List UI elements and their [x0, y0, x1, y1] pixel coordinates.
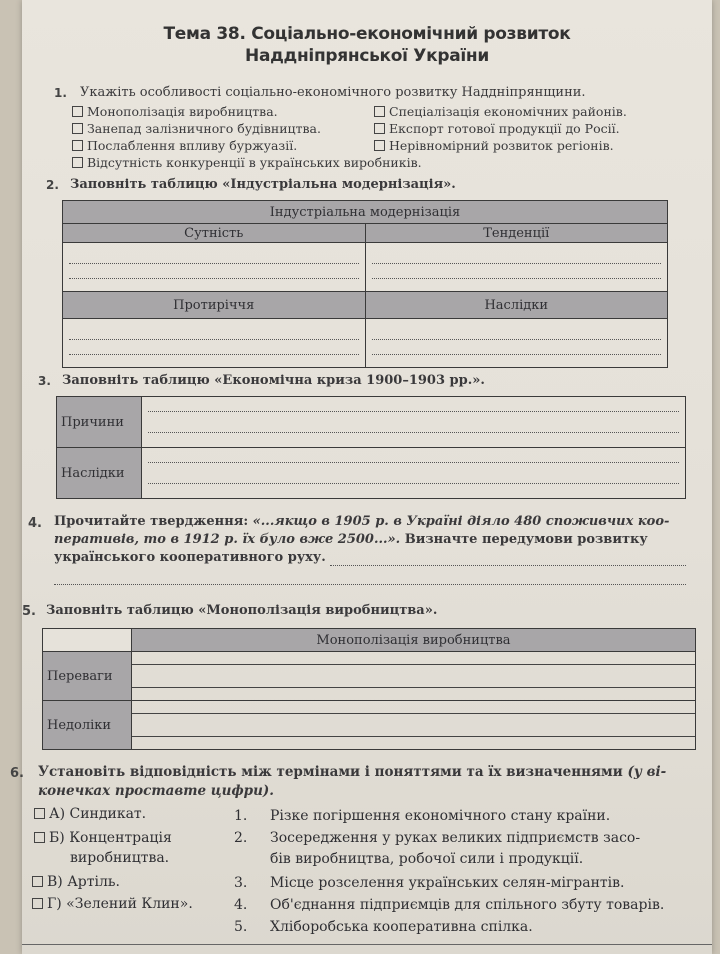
- task4-line: українського кооперативного руху.: [54, 550, 326, 565]
- checkbox-icon[interactable]: [34, 832, 45, 843]
- column-header: Протиріччя: [63, 292, 366, 319]
- definition-number: 3.: [234, 875, 248, 891]
- checkbox-icon[interactable]: [72, 123, 83, 134]
- term-item[interactable]: А) Синдикат.: [34, 806, 146, 822]
- task4-line: Прочитайте твердження: «...якщо в 1905 р. в Україні діяло 480 споживчих коо-: [54, 514, 670, 529]
- row-header: Недоліки: [43, 701, 132, 750]
- checkbox-icon[interactable]: [374, 123, 385, 134]
- task1-option[interactable]: Занепад залізничного будівництва.: [72, 121, 321, 136]
- task1-option[interactable]: Експорт готової продукції до Росії.: [374, 121, 620, 136]
- industrial-modernization-table: [62, 200, 668, 368]
- answer-cell[interactable]: [132, 701, 696, 750]
- page-title: Тема 38. Соціально-економічний розвиток: [163, 24, 571, 44]
- task6-line: конечках проставте цифри).: [38, 783, 274, 799]
- definition-number: 4.: [234, 897, 248, 913]
- definition-text: Зосередження у руках великих підприємств засо-: [270, 830, 641, 846]
- task1-option[interactable]: Відсутність конкуренції в українських виробників.: [72, 155, 422, 170]
- answer-cell[interactable]: [63, 243, 366, 292]
- answer-cell[interactable]: [142, 448, 686, 499]
- definition-number: 1.: [234, 808, 248, 824]
- checkbox-icon[interactable]: [374, 140, 385, 151]
- column-header: Наслідки: [365, 292, 668, 319]
- row-header: Переваги: [43, 652, 132, 701]
- checkbox-icon[interactable]: [374, 106, 385, 117]
- task6-line: Установіть відповідність між термінами і поняттями та їх визначеннями (у ві-: [38, 764, 667, 780]
- bottom-rule: [22, 944, 712, 945]
- task1-option[interactable]: Монополізація виробництва.: [72, 104, 278, 119]
- definition-text: Різке погіршення економічного стану країни.: [270, 808, 611, 824]
- checkbox-icon[interactable]: [72, 140, 83, 151]
- task4-line: перативів, то в 1912 р. їх було вже 2500...». Визначте передумови розвитку: [54, 532, 648, 547]
- definition-number: 2.: [234, 830, 248, 846]
- economic-crisis-table: [56, 396, 686, 499]
- answer-cell[interactable]: [132, 652, 696, 701]
- task6-number: 6.: [10, 766, 24, 781]
- checkbox-icon[interactable]: [72, 106, 83, 117]
- definition-text: Хліборобська кооперативна спілка.: [270, 919, 533, 935]
- term-item[interactable]: Б) Концентрація: [34, 830, 172, 846]
- workbook-page: [10, 0, 712, 954]
- checkbox-icon[interactable]: [34, 808, 45, 819]
- monopolization-table: [42, 628, 696, 750]
- answer-line[interactable]: [54, 584, 686, 585]
- checkbox-icon[interactable]: [32, 898, 43, 909]
- column-header: Сутність: [63, 224, 366, 243]
- row-header: Наслідки: [57, 448, 142, 499]
- definition-text: Об'єднання підприємців для спільного збуту товарів.: [270, 897, 665, 913]
- checkbox-icon[interactable]: [32, 876, 43, 887]
- task1-number: 1.: [54, 86, 67, 100]
- task1-option[interactable]: Нерівномірний розвиток регіонів.: [374, 138, 614, 153]
- task5-number: 5.: [22, 604, 36, 619]
- row-header: Причини: [57, 397, 142, 448]
- checkbox-icon[interactable]: [72, 157, 83, 168]
- answer-cell[interactable]: [365, 319, 668, 368]
- column-header: Тенденції: [365, 224, 668, 243]
- term-item[interactable]: В) Артіль.: [32, 874, 120, 890]
- task3-question: Заповніть таблицю «Економічна криза 1900–1903 рр.».: [62, 373, 485, 388]
- task4-number: 4.: [28, 516, 42, 531]
- answer-cell[interactable]: [365, 243, 668, 292]
- answer-cell[interactable]: [142, 397, 686, 448]
- page-subtitle: Наддніпрянської України: [245, 46, 489, 66]
- table-title: Монополізація виробництва: [132, 629, 696, 652]
- definition-text: Місце розселення українських селян-мігрантів.: [270, 875, 625, 891]
- empty-corner-cell: [43, 629, 132, 652]
- task5-question: Заповніть таблицю «Монополізація виробництва».: [46, 603, 438, 618]
- task1-question: Укажіть особливості соціально-економічного розвитку Наддніпрянщини.: [80, 85, 586, 100]
- task1-option[interactable]: Спеціалізація економічних районів.: [374, 104, 627, 119]
- task1-option[interactable]: Послаблення впливу буржуазії.: [72, 138, 297, 153]
- task3-number: 3.: [38, 374, 51, 388]
- term-item-continued: виробництва.: [70, 850, 170, 866]
- answer-cell[interactable]: [63, 319, 366, 368]
- task2-question: Заповніть таблицю «Індустріальна модернізація».: [70, 177, 456, 192]
- term-item[interactable]: Г) «Зелений Клин».: [32, 896, 193, 912]
- answer-line[interactable]: [330, 565, 686, 566]
- table-title: Індустріальна модернізація: [63, 201, 668, 224]
- task2-number: 2.: [46, 178, 59, 192]
- definition-text: бів виробництва, робочої сили і продукції.: [270, 851, 584, 867]
- definition-number: 5.: [234, 919, 248, 935]
